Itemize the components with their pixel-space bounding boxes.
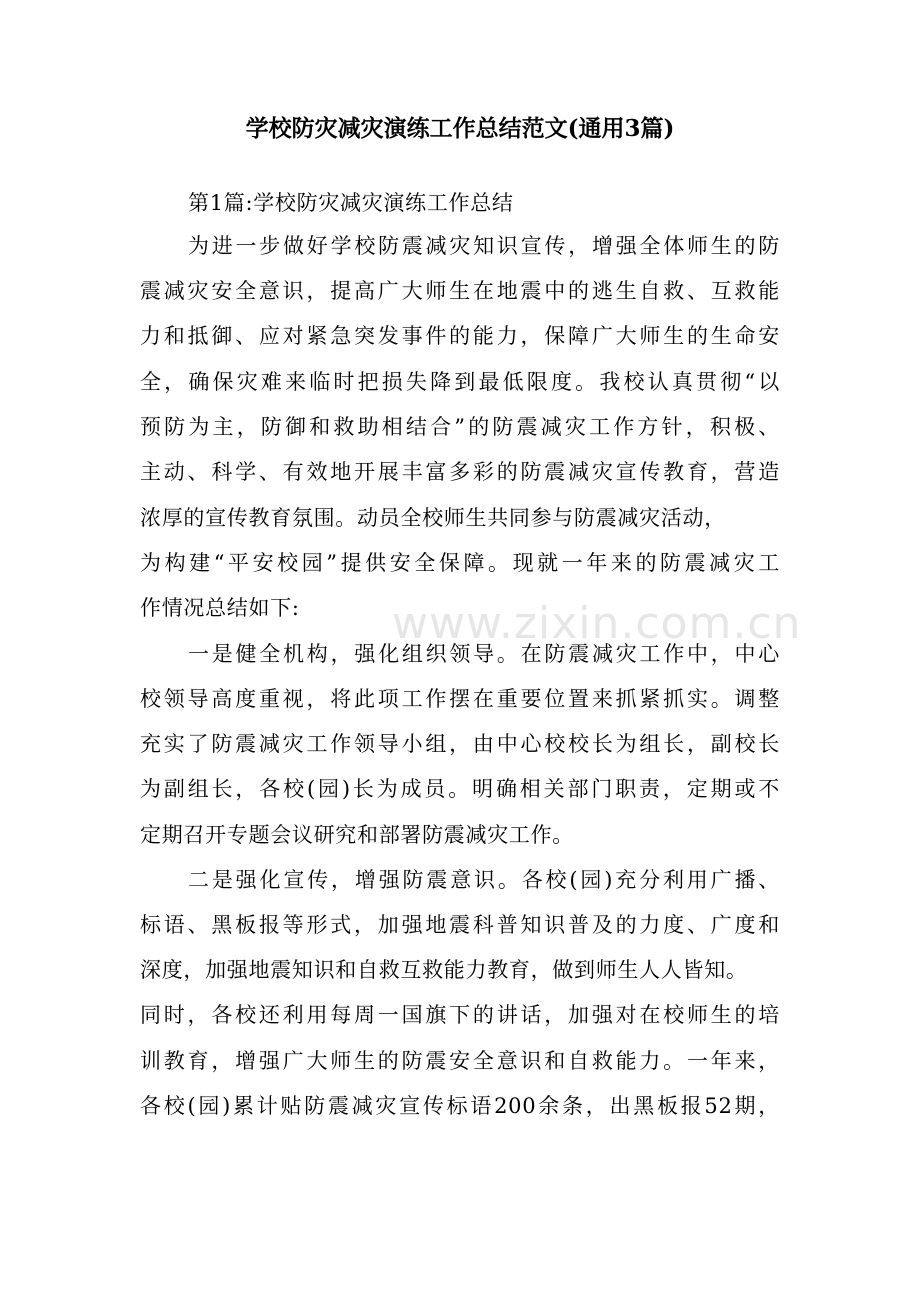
paragraph-line: 震减灾安全意识，提高广大师生在地震中的逃生自救、互救能 xyxy=(140,279,780,303)
document-title: 学校防灾减灾演练工作总结范文(通用3篇) xyxy=(245,115,675,142)
paragraph-line: 深度，加强地震知识和自救互救能力教育，做到师生人人皆知。 xyxy=(140,958,748,982)
paragraph-line: 校领导高度重视，将此项工作摆在重要位置来抓紧抓实。调整 xyxy=(140,687,780,711)
paragraph-line: 为进一步做好学校防震减灾知识宣传，增强全体师生的防 xyxy=(188,234,780,258)
paragraph-line: 标语、黑板报等形式，加强地震科普知识普及的力度、广度和 xyxy=(140,913,780,937)
paragraph-line: 充实了防震减灾工作领导小组，由中心校校长为组长，副校长 xyxy=(140,732,780,756)
paragraph-line: 二是强化宣传，增强防震意识。各校(园)充分利用广播、 xyxy=(188,868,780,892)
paragraph-line: 主动、科学、有效地开展丰富多彩的防震减灾宣传教育，营造 xyxy=(140,460,780,484)
watermark-text: www.zixin.com.cn xyxy=(392,598,802,649)
paragraph-line: 全，确保灾难来临时把损失降到最低限度。我校认真贯彻“以 xyxy=(140,370,780,394)
paragraph-line: 预防为主，防御和救助相结合”的防震减灾工作方针，积极、 xyxy=(140,415,780,439)
paragraph-line: 浓厚的宣传教育氛围。动员全校师生共同参与防震减灾活动， xyxy=(140,506,726,530)
paragraph-line: 力和抵御、应对紧急突发事件的能力，保障广大师生的生命安 xyxy=(140,324,780,348)
paragraph-line: 作情况总结如下: xyxy=(140,596,300,620)
section-heading: 第1篇:学校防灾减灾演练工作总结 xyxy=(188,191,514,215)
paragraph-line: 一是健全机构，强化组织领导。在防震减灾工作中，中心 xyxy=(188,642,780,666)
paragraph-line: 训教育，增强广大师生的防震安全意识和自救能力。一年来， xyxy=(140,1049,780,1073)
paragraph-line: 为构建“平安校园”提供安全保障。现就一年来的防震减灾工 xyxy=(140,551,780,575)
paragraph-line: 定期召开专题会议研究和部署防震减灾工作。 xyxy=(140,823,574,847)
paragraph-line: 各校(园)累计贴防震减灾宣传标语200余条，出黑板报52期， xyxy=(140,1094,780,1118)
paragraph-line: 同时，各校还利用每周一国旗下的讲话，加强对在校师生的培 xyxy=(140,1003,780,1027)
paragraph-line: 为副组长，各校(园)长为成员。明确相关部门职责，定期或不 xyxy=(140,777,780,801)
